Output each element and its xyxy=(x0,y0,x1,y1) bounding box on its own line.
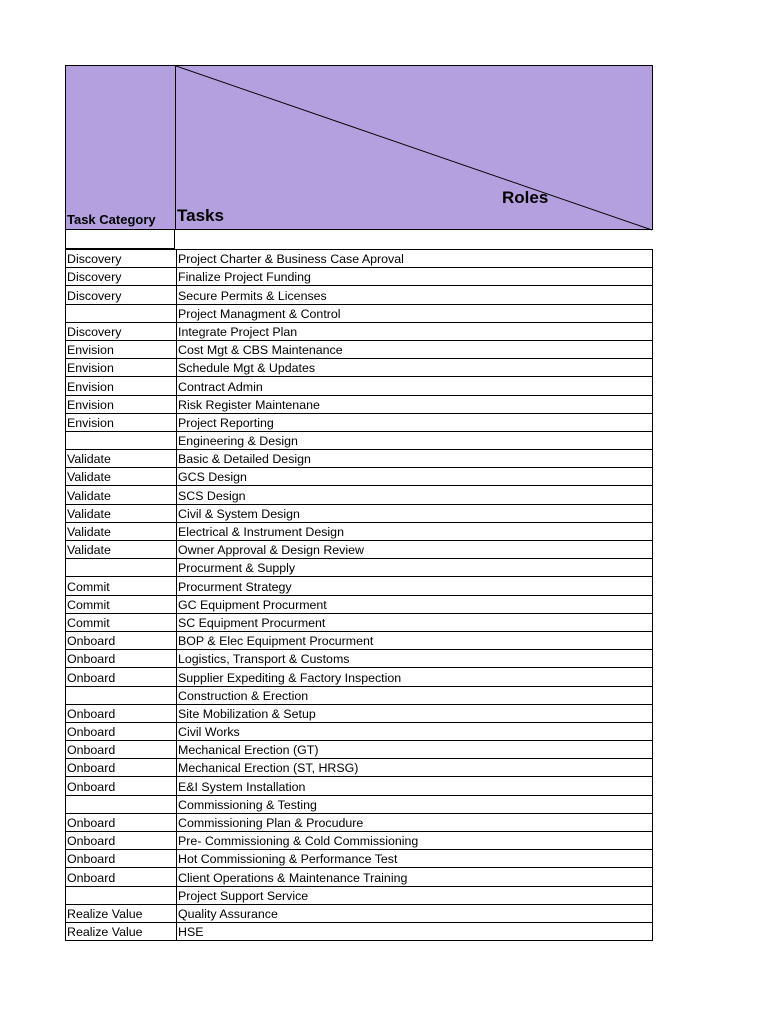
task-cell[interactable]: Procurment Strategy xyxy=(177,577,653,595)
task-cell[interactable]: Construction & Erection xyxy=(177,686,653,704)
task-cell[interactable]: Owner Approval & Design Review xyxy=(177,541,653,559)
task-cell[interactable]: Commissioning Plan & Procudure xyxy=(177,813,653,831)
task-category-cell[interactable]: Discovery xyxy=(66,322,177,340)
task-category-cell[interactable] xyxy=(66,795,177,813)
task-cell[interactable]: Cost Mgt & CBS Maintenance xyxy=(177,340,653,358)
task-category-cell[interactable]: Envision xyxy=(66,340,177,358)
task-cell[interactable]: Schedule Mgt & Updates xyxy=(177,359,653,377)
task-cell[interactable]: SC Equipment Procurment xyxy=(177,613,653,631)
table-row xyxy=(66,522,653,540)
task-category-cell[interactable]: Envision xyxy=(66,395,177,413)
blank-cell-border xyxy=(65,248,175,249)
task-category-cell[interactable] xyxy=(66,559,177,577)
tasks-table xyxy=(65,249,653,941)
task-cell[interactable]: HSE xyxy=(177,922,653,940)
task-category-cell[interactable] xyxy=(66,886,177,904)
spreadsheet xyxy=(65,65,653,941)
table-row xyxy=(66,304,653,322)
table-row xyxy=(66,377,653,395)
task-cell[interactable]: Contract Admin xyxy=(177,377,653,395)
task-category-cell[interactable]: Onboard xyxy=(66,650,177,668)
task-category-cell[interactable]: Onboard xyxy=(66,722,177,740)
task-category-cell[interactable]: Validate xyxy=(66,486,177,504)
task-cell[interactable]: E&I System Installation xyxy=(177,777,653,795)
table-row xyxy=(66,468,653,486)
table-row xyxy=(66,777,653,795)
table-row xyxy=(66,904,653,922)
task-category-cell[interactable]: Onboard xyxy=(66,631,177,649)
table-row xyxy=(66,268,653,286)
task-category-cell[interactable]: Realize Value xyxy=(66,922,177,940)
table-row xyxy=(66,686,653,704)
table-row xyxy=(66,431,653,449)
task-cell[interactable]: Civil Works xyxy=(177,722,653,740)
table-row xyxy=(66,541,653,559)
task-cell[interactable]: Integrate Project Plan xyxy=(177,322,653,340)
task-category-cell[interactable]: Onboard xyxy=(66,868,177,886)
table-row xyxy=(66,868,653,886)
task-category-cell[interactable]: Validate xyxy=(66,541,177,559)
task-cell[interactable]: Mechanical Erection (GT) xyxy=(177,741,653,759)
task-cell[interactable]: Hot Commissioning & Performance Test xyxy=(177,850,653,868)
task-category-cell[interactable]: Realize Value xyxy=(66,904,177,922)
tasks-header[interactable]: Tasks xyxy=(177,206,224,225)
table-row xyxy=(66,595,653,613)
task-category-cell[interactable]: Envision xyxy=(66,377,177,395)
diagonal-divider xyxy=(176,66,654,231)
task-cell[interactable]: Supplier Expediting & Factory Inspection xyxy=(177,668,653,686)
task-category-cell[interactable]: Validate xyxy=(66,468,177,486)
task-category-cell[interactable]: Discovery xyxy=(66,268,177,286)
task-cell[interactable]: Project Reporting xyxy=(177,413,653,431)
task-category-header[interactable]: Task Category xyxy=(67,212,156,227)
task-cell[interactable]: GCS Design xyxy=(177,468,653,486)
task-cell[interactable]: Engineering & Design xyxy=(177,431,653,449)
task-category-cell[interactable]: Validate xyxy=(66,504,177,522)
table-row xyxy=(66,286,653,304)
table-row xyxy=(66,613,653,631)
task-category-cell[interactable]: Validate xyxy=(66,450,177,468)
table-row xyxy=(66,413,653,431)
task-category-cell[interactable]: Envision xyxy=(66,413,177,431)
task-cell[interactable]: Procurment & Supply xyxy=(177,559,653,577)
table-row xyxy=(66,722,653,740)
task-category-cell[interactable]: Validate xyxy=(66,522,177,540)
task-cell[interactable]: Client Operations & Maintenance Training xyxy=(177,868,653,886)
table-row xyxy=(66,504,653,522)
table-row xyxy=(66,322,653,340)
table-row xyxy=(66,250,653,268)
task-category-cell[interactable] xyxy=(66,686,177,704)
task-category-cell[interactable] xyxy=(66,304,177,322)
task-cell[interactable]: SCS Design xyxy=(177,486,653,504)
task-category-cell[interactable]: Onboard xyxy=(66,777,177,795)
task-category-cell[interactable]: Discovery xyxy=(66,250,177,268)
blank-row xyxy=(65,230,653,249)
task-cell[interactable]: Project Managment & Control xyxy=(177,304,653,322)
task-category-cell[interactable]: Discovery xyxy=(66,286,177,304)
blank-cell[interactable] xyxy=(65,230,175,249)
table-row xyxy=(66,832,653,850)
table-row xyxy=(66,922,653,940)
table-row xyxy=(66,486,653,504)
task-cell[interactable]: Logistics, Transport & Customs xyxy=(177,650,653,668)
task-category-cell[interactable]: Onboard xyxy=(66,759,177,777)
task-cell[interactable]: Site Mobilization & Setup xyxy=(177,704,653,722)
table-row xyxy=(66,813,653,831)
task-cell[interactable]: Basic & Detailed Design xyxy=(177,450,653,468)
task-category-cell[interactable]: Onboard xyxy=(66,850,177,868)
task-cell[interactable]: GC Equipment Procurment xyxy=(177,595,653,613)
task-cell[interactable]: Risk Register Maintenane xyxy=(177,395,653,413)
table-row xyxy=(66,359,653,377)
task-cell[interactable]: Pre- Commissioning & Cold Commissioning xyxy=(177,832,653,850)
task-category-cell[interactable]: Onboard xyxy=(66,741,177,759)
task-category-cell[interactable]: Onboard xyxy=(66,668,177,686)
table-row xyxy=(66,577,653,595)
table-row xyxy=(66,450,653,468)
table-row xyxy=(66,340,653,358)
task-cell[interactable]: Quality Assurance xyxy=(177,904,653,922)
table-row xyxy=(66,668,653,686)
table-row xyxy=(66,704,653,722)
roles-header[interactable]: Roles xyxy=(502,188,549,207)
task-cell[interactable]: BOP & Elec Equipment Procurment xyxy=(177,631,653,649)
task-cell[interactable]: Mechanical Erection (ST, HRSG) xyxy=(177,759,653,777)
task-cell[interactable]: Project Charter & Business Case Aproval xyxy=(177,250,653,268)
table-row xyxy=(66,795,653,813)
table-row xyxy=(66,850,653,868)
task-category-cell[interactable] xyxy=(66,431,177,449)
header-block xyxy=(65,65,653,230)
table-row xyxy=(66,559,653,577)
task-cell[interactable]: Finalize Project Funding xyxy=(177,268,653,286)
task-category-cell[interactable]: Commit xyxy=(66,595,177,613)
task-cell[interactable]: Secure Permits & Licenses xyxy=(177,286,653,304)
task-category-cell[interactable]: Onboard xyxy=(66,832,177,850)
task-cell[interactable]: Commissioning & Testing xyxy=(177,795,653,813)
table-row xyxy=(66,741,653,759)
table-row xyxy=(66,759,653,777)
task-category-cell[interactable]: Envision xyxy=(66,359,177,377)
task-category-cell[interactable]: Commit xyxy=(66,613,177,631)
table-row xyxy=(66,395,653,413)
task-category-cell[interactable]: Commit xyxy=(66,577,177,595)
task-cell[interactable]: Project Support Service xyxy=(177,886,653,904)
table-row xyxy=(66,650,653,668)
table-row xyxy=(66,631,653,649)
table-row xyxy=(66,886,653,904)
task-cell[interactable]: Civil & System Design xyxy=(177,504,653,522)
task-category-cell[interactable]: Onboard xyxy=(66,704,177,722)
task-category-cell[interactable]: Onboard xyxy=(66,813,177,831)
task-cell[interactable]: Electrical & Instrument Design xyxy=(177,522,653,540)
